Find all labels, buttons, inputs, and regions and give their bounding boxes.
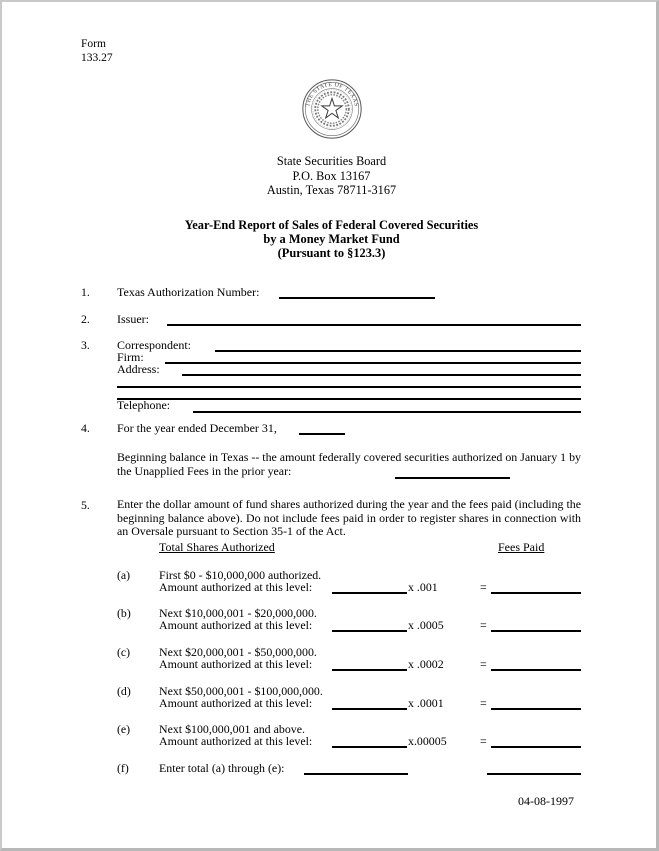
agency-po-box: P.O. Box 13167 <box>292 168 371 183</box>
item-2-label: Issuer: <box>117 312 149 326</box>
item-5-number: 5. <box>81 498 90 512</box>
table-row-d-letter: (d) <box>117 684 131 698</box>
table-row-e-amount-label: Amount authorized at this level: <box>159 734 313 748</box>
table-row-b-amount-rule[interactable] <box>332 630 407 632</box>
table-row-d-equals: = <box>480 696 487 710</box>
item-3-number: 3. <box>81 338 90 352</box>
agency-address <box>2 154 659 198</box>
table-row-c-multiplier: x .0002 <box>408 657 444 671</box>
table-row-e-multiplier: x.00005 <box>408 734 447 748</box>
column-header-total-shares: Total Shares Authorized <box>159 540 275 554</box>
item-3-address-rule-3[interactable] <box>117 398 581 400</box>
item-5-paragraph: Enter the dollar amount of fund shares authorized during the year and the fees paid (including the beginning balance above). Do not include fees paid in order to register shares in connection with an Oversale pursuant to Section 35-1 of the Act. <box>117 497 581 539</box>
table-total-fee-rule[interactable] <box>487 773 581 775</box>
svg-text:THE STATE OF TEXAS: THE STATE OF TEXAS <box>304 81 359 108</box>
item-4-label: For the year ended December 31, <box>117 421 277 435</box>
item-3-address-rule-2[interactable] <box>117 386 581 388</box>
page-title <box>2 218 659 261</box>
table-row-b-tier: Next $10,000,001 - $20,000,000. <box>159 606 317 620</box>
table-row-a-letter: (a) <box>117 568 131 582</box>
table-row-a-equals: = <box>480 580 487 594</box>
table-row-c-amount-rule[interactable] <box>332 669 407 671</box>
table-row-a-multiplier: x .001 <box>408 580 438 594</box>
table-row-a-amount-label: Amount authorized at this level: <box>159 580 313 594</box>
item-4-paragraph: Beginning balance in Texas -- the amount federally covered securities authorized on January 1 by the Unapplied Fees in the prior year: <box>117 450 581 478</box>
table-row-e-tier: Next $100,000,001 and above. <box>159 722 305 736</box>
table-row-c-tier: Next $20,000,001 - $50,000,000. <box>159 645 317 659</box>
table-row-d-tier: Next $50,000,001 - $100,000,000. <box>159 684 323 698</box>
footer-revision-date: 04-08-1997 <box>518 794 574 808</box>
table-row-b-amount-label: Amount authorized at this level: <box>159 618 313 632</box>
agency-city-state-zip: Austin, Texas 78711-3167 <box>266 183 397 198</box>
table-row-d-amount-rule[interactable] <box>332 708 407 710</box>
item-3-telephone-label: Telephone: <box>117 398 171 412</box>
table-row-c-amount-label: Amount authorized at this level: <box>159 657 313 671</box>
item-1-number: 1. <box>81 285 90 299</box>
agency-name: State Securities Board <box>276 154 387 168</box>
texas-state-seal-icon <box>301 78 363 140</box>
form-label: Form <box>81 38 106 50</box>
form-number: 133.27 <box>81 51 113 64</box>
table-row-a-tier: First $0 - $10,000,000 authorized. <box>159 568 322 582</box>
table-row-e-fee-rule[interactable] <box>491 746 581 748</box>
item-2-input-rule[interactable] <box>167 324 581 326</box>
item-3-correspondent-rule[interactable] <box>215 350 581 352</box>
title-line-3: (Pursuant to §123.3) <box>277 246 386 261</box>
item-1-input-rule[interactable] <box>279 297 435 299</box>
item-1-label: Texas Authorization Number: <box>117 285 260 299</box>
seal-container <box>2 78 659 145</box>
item-3-address-label: Address: <box>117 362 160 376</box>
table-row-c-fee-rule[interactable] <box>491 669 581 671</box>
item-3-address-rule-1[interactable] <box>182 374 581 376</box>
table-row-c-letter: (c) <box>117 645 131 659</box>
table-row-b-multiplier: x .0005 <box>408 618 444 632</box>
table-row-b-equals: = <box>480 618 487 632</box>
table-row-e-letter: (e) <box>117 722 131 736</box>
item-4-number: 4. <box>81 421 90 435</box>
table-row-a-amount-rule[interactable] <box>332 592 407 594</box>
item-3-firm-label: Firm: <box>117 350 144 364</box>
table-total-letter: (f) <box>117 761 129 775</box>
table-row-a-fee-rule[interactable] <box>491 592 581 594</box>
table-total-label: Enter total (a) through (e): <box>159 761 285 775</box>
table-row-d-fee-rule[interactable] <box>491 708 581 710</box>
table-row-d-multiplier: x .0001 <box>408 696 444 710</box>
item-3-telephone-rule[interactable] <box>193 411 581 413</box>
title-line-2: by a Money Market Fund <box>263 232 400 247</box>
table-row-d-amount-label: Amount authorized at this level: <box>159 696 313 710</box>
item-4-balance-rule[interactable] <box>395 477 510 479</box>
item-3-correspondent-label: Correspondent: <box>117 338 191 352</box>
table-row-e-equals: = <box>480 734 487 748</box>
table-row-c-equals: = <box>480 657 487 671</box>
table-row-b-letter: (b) <box>117 606 131 620</box>
title-line-1: Year-End Report of Sales of Federal Covered Securities <box>184 218 479 232</box>
item-2-number: 2. <box>81 312 90 326</box>
table-row-b-fee-rule[interactable] <box>491 630 581 632</box>
table-row-e-amount-rule[interactable] <box>332 746 407 748</box>
form-identifier <box>81 38 113 65</box>
table-total-amount-rule[interactable] <box>304 773 408 775</box>
item-4-year-rule[interactable] <box>299 433 345 435</box>
item-3-firm-rule[interactable] <box>165 362 581 364</box>
column-header-fees-paid: Fees Paid <box>498 540 545 554</box>
